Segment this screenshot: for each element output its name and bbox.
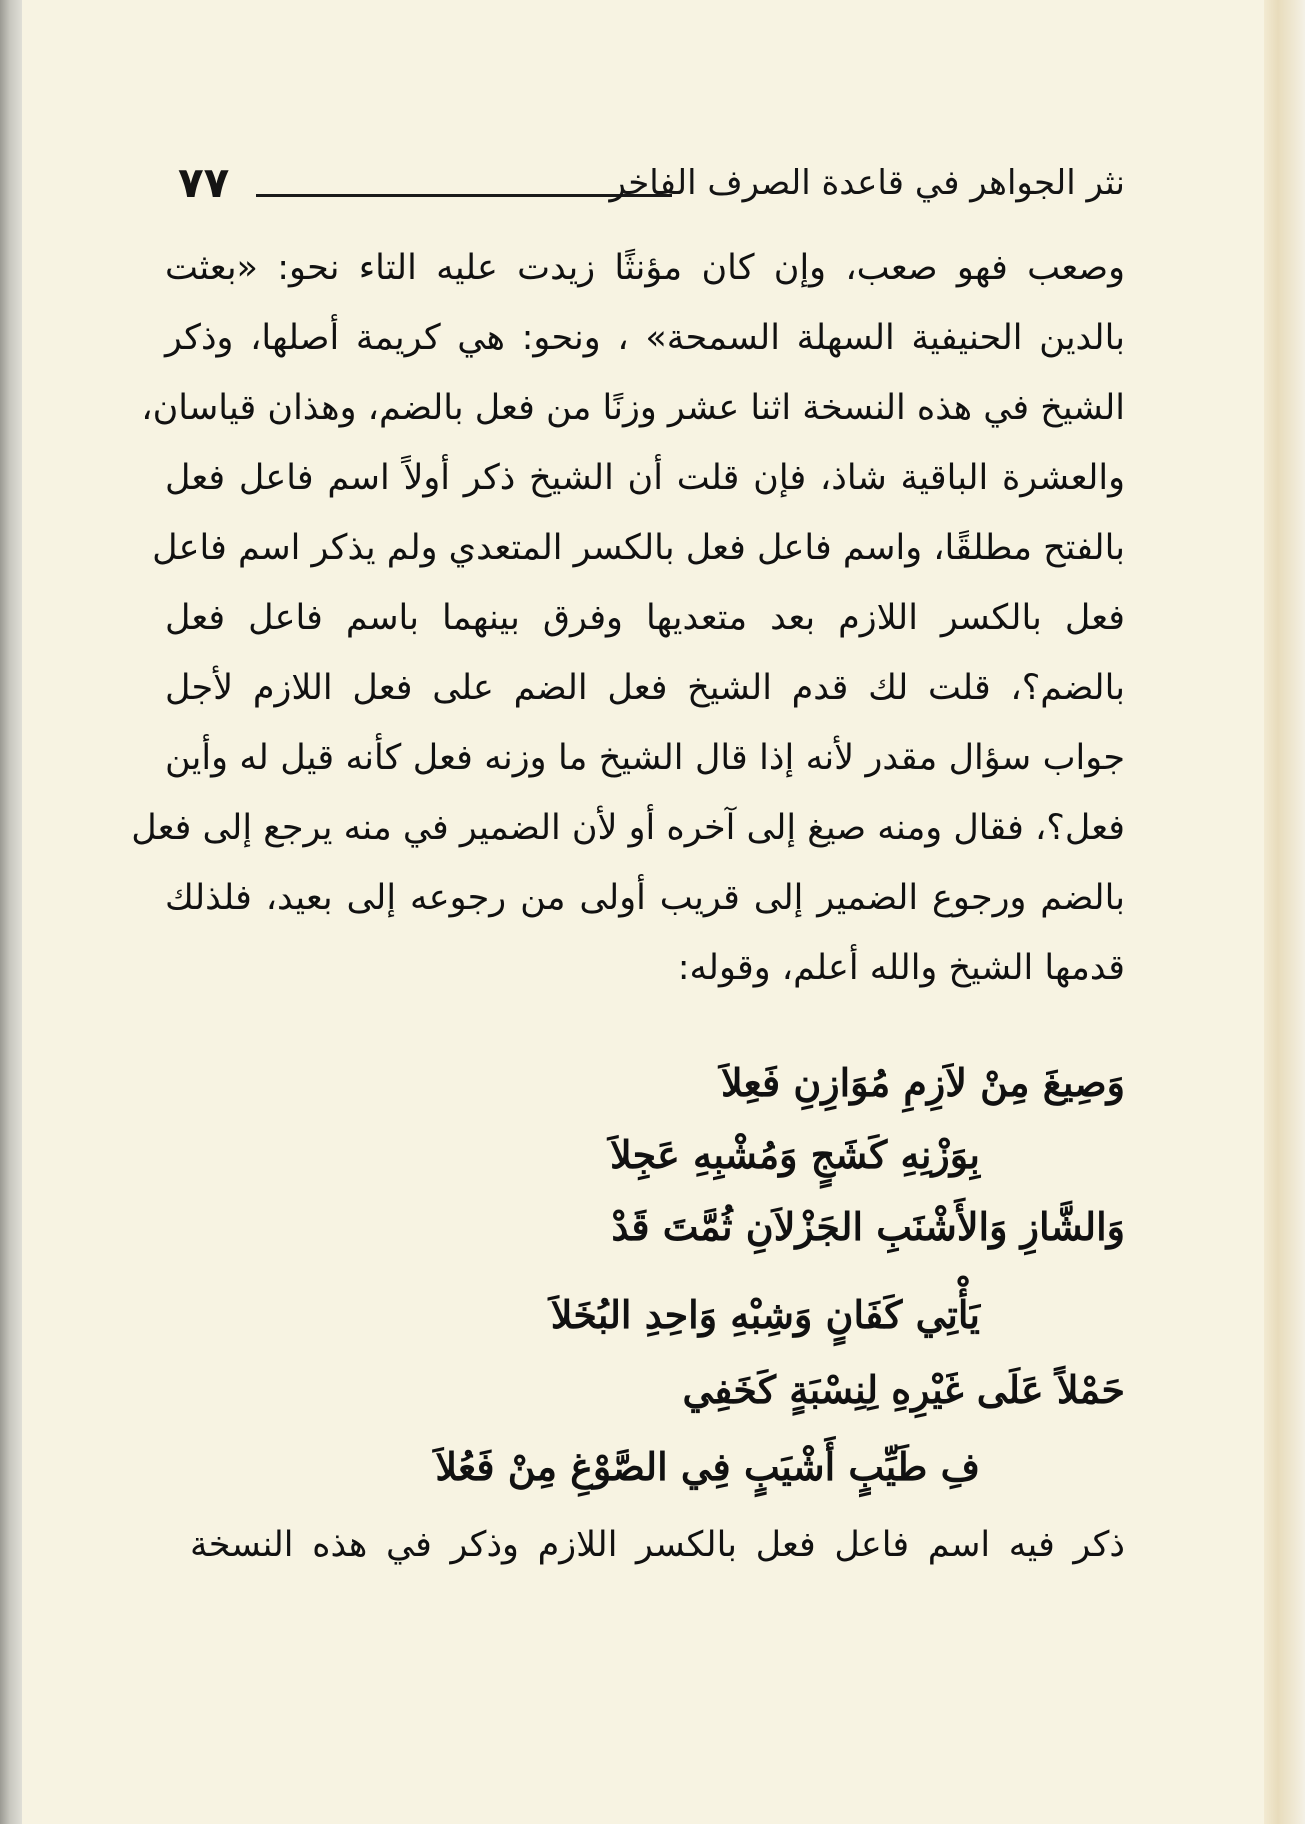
prose-line: الشيخ في هذه النسخة اثنا عشر وزنًا من فعل بالضم، وهذان قياسان، [141, 388, 1125, 428]
prose-line: بالضم؟، قلت لك قدم الشيخ فعل الضم على فعل اللازم لأجل [165, 668, 1125, 708]
prose-line: فعل بالكسر اللازم بعد متعديها وفرق بينهما باسم فاعل فعل [165, 598, 1125, 638]
verse-line: وَصِيغَ مِنْ لاَزِمِ مُوَازِنِ فَعِلاَ [720, 1060, 1125, 1105]
verse-line: يَأْتِي كَفَانٍ وَشِبْهِ وَاحِدِ البُخَلاَ [550, 1292, 980, 1337]
verse-line: وَالشَّازِ وَالأَشْنَبِ الجَزْلاَنِ ثُمَّتَ قَدْ [611, 1204, 1125, 1249]
prose-line-final: ذكر فيه اسم فاعل فعل بالكسر اللازم وذكر في هذه النسخة [190, 1525, 1125, 1565]
prose-line: جواب سؤال مقدر لأنه إذا قال الشيخ ما وزنه فعل كأنه قيل له وأين [165, 738, 1125, 778]
verse-line: بِوَزْنِهِ كَشَجٍ وَمُشْبِهِ عَجِلاَ [609, 1132, 980, 1177]
prose-block [131, 233, 1125, 1003]
prose-line: بالدين الحنيفية السهلة السمحة» ، ونحو: هي كريمة أصلها، وذكر [165, 318, 1125, 358]
running-title: نثر الجواهر في قاعدة الصرف الفاخر [609, 163, 1125, 203]
prose-line: بالضم ورجوع الضمير إلى قريب أولى من رجوعه إلى بعيد، فلذلك [165, 878, 1125, 918]
prose-line: بالفتح مطلقًا، واسم فاعل فعل بالكسر المتعدي ولم يذكر اسم فاعل [152, 528, 1125, 568]
scan-left-edge [0, 0, 22, 1824]
page-gutter [1264, 0, 1305, 1824]
prose-line: والعشرة الباقية شاذ، فإن قلت أن الشيخ ذكر أولاً اسم فاعل فعل [165, 458, 1125, 498]
running-head [160, 150, 1125, 216]
prose-line: وصعب فهو صعب، وإن كان مؤنثًا زيدت عليه التاء نحو: «بعثت [165, 248, 1125, 288]
verse-line: فِ طَيِّبٍ أَشْيَبٍ فِي الصَّوْغِ مِنْ فَعُلاَ [435, 1444, 980, 1489]
prose-line: قدمها الشيخ والله أعلم، وقوله: [677, 948, 1125, 988]
verse-line: حَمْلاً عَلَى غَيْرِهِ لِنِسْبَةٍ كَخَفِي [682, 1367, 1125, 1412]
page-number: ٧٧ [178, 158, 230, 207]
prose-line: فعل؟، فقال ومنه صيغ إلى آخره أو لأن الضمير في منه يرجع إلى فعل [131, 808, 1125, 848]
